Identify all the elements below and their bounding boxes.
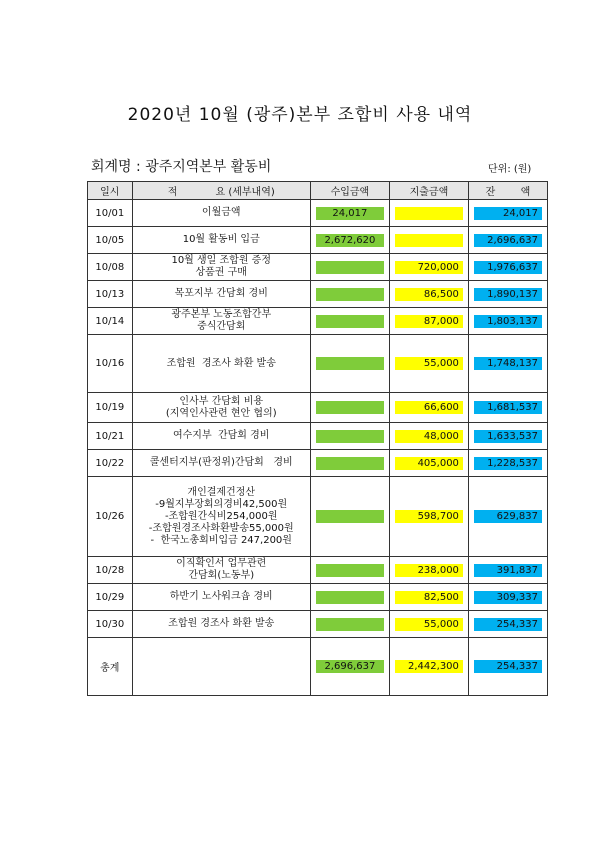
balance-amount: 1,228,537 xyxy=(474,457,542,470)
row-expense-cell xyxy=(389,227,468,254)
description-line: 여수지부 간담회 경비 xyxy=(172,430,270,441)
income-amount xyxy=(316,288,384,301)
row-date: 10/29 xyxy=(88,584,133,611)
income-amount: 2,696,637 xyxy=(316,660,384,673)
document-title: 2020년 10월 (광주)본부 조합비 사용 내역 xyxy=(127,105,473,125)
description-line: 상품권 구매 xyxy=(195,267,247,278)
description-line: 10월 활동비 입금 xyxy=(182,234,260,245)
row-expense-cell xyxy=(389,423,468,450)
row-date: 10/28 xyxy=(88,557,133,584)
row-date: 총계 xyxy=(88,638,133,696)
row-income-cell xyxy=(310,254,389,281)
expense-amount xyxy=(395,234,463,247)
expense-amount: 86,500 xyxy=(395,288,463,301)
row-balance-cell xyxy=(468,335,547,393)
row-description xyxy=(132,200,310,227)
row-income-cell xyxy=(310,200,389,227)
table-row xyxy=(88,200,548,227)
description-line: 목포지부 간담회 경비 xyxy=(174,288,268,299)
row-balance-cell xyxy=(468,423,547,450)
row-income-cell xyxy=(310,450,389,477)
row-description xyxy=(132,227,310,254)
income-amount xyxy=(316,591,384,604)
balance-amount: 1,803,137 xyxy=(474,315,542,328)
table-row xyxy=(88,638,548,696)
row-description xyxy=(132,638,310,696)
row-date: 10/30 xyxy=(88,611,133,638)
income-amount xyxy=(316,510,384,523)
header-date: 일시 xyxy=(88,182,133,200)
balance-amount: 391,837 xyxy=(474,564,542,577)
balance-amount: 309,337 xyxy=(474,591,542,604)
table-row xyxy=(88,557,548,584)
expense-amount: 720,000 xyxy=(395,261,463,274)
description-line: 간담회(노동부) xyxy=(188,570,255,581)
expense-amount: 405,000 xyxy=(395,457,463,470)
income-amount xyxy=(316,315,384,328)
table-row xyxy=(88,477,548,557)
balance-amount: 1,748,137 xyxy=(474,357,542,370)
row-income-cell xyxy=(310,638,389,696)
row-expense-cell xyxy=(389,308,468,335)
expense-amount: 87,000 xyxy=(395,315,463,328)
description-line: -조합원간식비254,000원 xyxy=(164,510,278,522)
row-description xyxy=(132,584,310,611)
row-expense-cell xyxy=(389,638,468,696)
income-amount xyxy=(316,457,384,470)
row-balance-cell xyxy=(468,450,547,477)
row-income-cell xyxy=(310,308,389,335)
description-line: 10월 생일 조합원 증정 xyxy=(171,255,271,266)
expense-amount: 55,000 xyxy=(395,357,463,370)
row-expense-cell xyxy=(389,254,468,281)
row-balance-cell xyxy=(468,254,547,281)
expense-amount xyxy=(395,207,463,220)
row-balance-cell xyxy=(468,557,547,584)
row-date: 10/26 xyxy=(88,477,133,557)
row-balance-cell xyxy=(468,227,547,254)
row-date: 10/22 xyxy=(88,450,133,477)
income-amount: 2,672,620 xyxy=(316,234,384,247)
description-line: 광주본부 노동조합간부 xyxy=(171,309,272,320)
income-amount xyxy=(316,357,384,370)
row-date: 10/19 xyxy=(88,393,133,423)
description-line: -9월지부장회의경비42,500원 xyxy=(155,498,288,510)
table-row xyxy=(88,584,548,611)
balance-amount: 1,890,137 xyxy=(474,288,542,301)
income-amount xyxy=(316,261,384,274)
row-income-cell xyxy=(310,393,389,423)
row-expense-cell xyxy=(389,477,468,557)
expense-amount: 55,000 xyxy=(395,618,463,631)
account-name: 회계명 : 광주지역본부 활동비 xyxy=(91,159,272,175)
row-income-cell xyxy=(310,611,389,638)
description-line: 조합원 경조사 화환 발송 xyxy=(168,618,275,629)
row-expense-cell xyxy=(389,335,468,393)
row-income-cell xyxy=(310,423,389,450)
row-date: 10/21 xyxy=(88,423,133,450)
table-row xyxy=(88,254,548,281)
balance-amount: 254,337 xyxy=(474,660,542,673)
row-income-cell xyxy=(310,584,389,611)
row-date: 10/08 xyxy=(88,254,133,281)
row-balance-cell xyxy=(468,477,547,557)
header-description: 적 요 (세부내역) xyxy=(132,182,310,200)
row-description xyxy=(132,423,310,450)
row-expense-cell xyxy=(389,611,468,638)
row-balance-cell xyxy=(468,200,547,227)
table-row xyxy=(88,611,548,638)
table-row xyxy=(88,308,548,335)
description-line: 하반기 노사워크숍 경비 xyxy=(169,591,273,602)
row-date: 10/05 xyxy=(88,227,133,254)
row-expense-cell xyxy=(389,393,468,423)
description-line: (지역인사관련 현안 협의) xyxy=(165,407,277,419)
row-balance-cell xyxy=(468,638,547,696)
table-header-row xyxy=(88,182,548,200)
row-date: 10/16 xyxy=(88,335,133,393)
header-balance: 잔 액 xyxy=(468,182,547,200)
row-expense-cell xyxy=(389,200,468,227)
income-amount xyxy=(316,618,384,631)
row-income-cell xyxy=(310,477,389,557)
row-description xyxy=(132,335,310,393)
balance-amount: 2,696,637 xyxy=(474,234,542,247)
description-line: 인사부 간담회 비용 xyxy=(179,395,264,407)
row-description xyxy=(132,557,310,584)
header-expense: 지출금액 xyxy=(389,182,468,200)
balance-amount: 1,681,537 xyxy=(474,401,542,414)
row-date: 10/13 xyxy=(88,281,133,308)
row-description xyxy=(132,308,310,335)
description-line: 이월금액 xyxy=(201,207,241,218)
row-income-cell xyxy=(310,227,389,254)
row-description xyxy=(132,611,310,638)
header-income: 수입금액 xyxy=(310,182,389,200)
table-row xyxy=(88,450,548,477)
row-description xyxy=(132,450,310,477)
description-line: 개인결제건정산 xyxy=(187,486,256,498)
row-balance-cell xyxy=(468,584,547,611)
row-description xyxy=(132,254,310,281)
expense-amount: 82,500 xyxy=(395,591,463,604)
balance-amount: 24,017 xyxy=(474,207,542,220)
row-balance-cell xyxy=(468,281,547,308)
table-row xyxy=(88,423,548,450)
expense-amount: 48,000 xyxy=(395,430,463,443)
unit-label: 단위: (원) xyxy=(488,164,532,175)
row-balance-cell xyxy=(468,393,547,423)
table-row xyxy=(88,335,548,393)
row-income-cell xyxy=(310,281,389,308)
expense-amount: 2,442,300 xyxy=(395,660,463,673)
balance-amount: 254,337 xyxy=(474,618,542,631)
balance-amount: 629,837 xyxy=(474,510,542,523)
row-expense-cell xyxy=(389,281,468,308)
row-expense-cell xyxy=(389,450,468,477)
row-description xyxy=(132,393,310,423)
row-balance-cell xyxy=(468,611,547,638)
description-line: -조합원경조사화환발송55,000원 xyxy=(148,522,294,534)
row-date: 10/01 xyxy=(88,200,133,227)
description-line: 조합원 경조사 화환 발송 xyxy=(166,357,276,369)
description-line: 이직확인서 업무관련 xyxy=(176,558,267,569)
description-line: 콜센터지부(판정위)간담회 경비 xyxy=(149,457,293,468)
row-description xyxy=(132,477,310,557)
row-balance-cell xyxy=(468,308,547,335)
income-amount xyxy=(316,564,384,577)
row-income-cell xyxy=(310,557,389,584)
row-description xyxy=(132,281,310,308)
balance-amount: 1,976,637 xyxy=(474,261,542,274)
row-date: 10/14 xyxy=(88,308,133,335)
income-amount xyxy=(316,401,384,414)
expense-amount: 598,700 xyxy=(395,510,463,523)
table-row xyxy=(88,393,548,423)
description-line: 중식간담회 xyxy=(197,321,246,332)
income-amount: 24,017 xyxy=(316,207,384,220)
expense-amount: 66,600 xyxy=(395,401,463,414)
table-row xyxy=(88,227,548,254)
income-amount xyxy=(316,430,384,443)
table-row xyxy=(88,281,548,308)
row-income-cell xyxy=(310,335,389,393)
expense-ledger-table xyxy=(87,181,548,696)
description-line: - 한국노총회비입금 247,200원 xyxy=(150,534,292,546)
balance-amount: 1,633,537 xyxy=(474,430,542,443)
row-expense-cell xyxy=(389,584,468,611)
row-expense-cell xyxy=(389,557,468,584)
expense-amount: 238,000 xyxy=(395,564,463,577)
